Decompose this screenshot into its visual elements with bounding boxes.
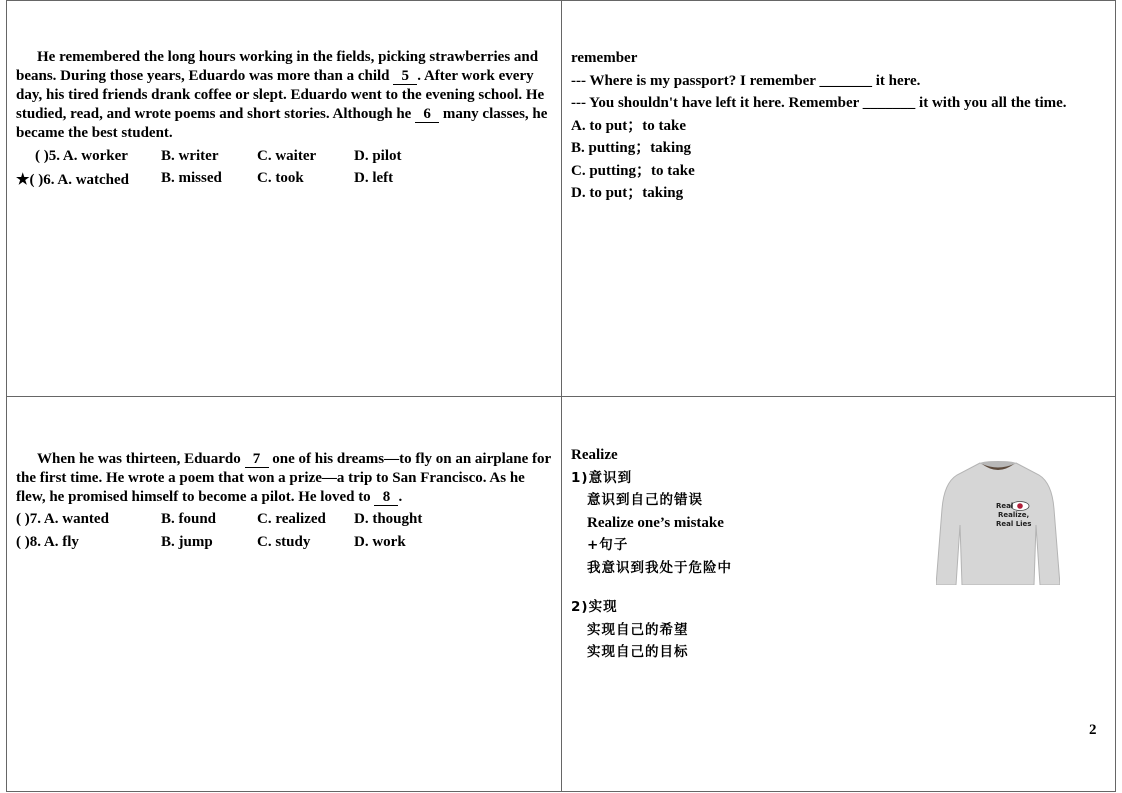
q6-option-d: D. left [354,170,394,186]
realize-title: Realize [571,447,618,463]
realize-panel [571,444,732,664]
passage-1-text-b: . After work every day, his tired friends drank coffee or slept. Eduardo went to the evening school. He studied, read, and wrote poems and short stories. Although he [16,68,545,122]
q6-num-option-a: ★( )6. A. watched [16,172,130,188]
shirt-text-1: Real [996,502,1014,510]
meaning-1-example-1: 意识到自己的错误 [587,492,703,508]
q5-option-c: C. waiter [257,148,317,164]
q8-num-option-a: ( )8. A. fly [16,534,79,550]
remember-line-1: --- Where is my passport? I remember _______ it here. [571,72,921,89]
passage-2-text-b: one of his dreams—to fly on an airplane for the first time. He wrote a poem that won a prize—a trip to San Francisco. As he flew, he promised himself to become a pilot. He loved to [16,451,551,505]
q5-option-b: B. writer [161,148,219,164]
page-number: 2 [1089,722,1097,738]
passage-2 [16,450,552,507]
remember-option-c: C. putting；to take [571,162,695,179]
passage-1-text-c: many classes, he became the best student. [16,106,548,141]
q6-option-b: B. missed [161,170,222,186]
meaning-2: 2)实现 [571,599,618,615]
q7-num-option-a: ( )7. A. wanted [16,511,109,527]
blank-7: 7 [245,452,269,468]
passage-1 [16,48,552,143]
tshirt-image [936,461,1060,585]
remember-option-b: B. putting；taking [571,140,692,156]
horizontal-divider [6,396,1116,397]
q7-option-d: D. thought [354,511,423,527]
meaning-1: 1)意识到 [571,469,633,486]
remember-option-d: D. to put；taking [571,185,684,201]
remember-line-2: --- You shouldn't have left it here. Remember _______ it with you all the time. [571,95,1067,111]
meaning-1-example-3: +句子 [587,537,629,553]
q8-option-c: C. study [257,534,311,550]
q8-option-b: B. jump [161,534,213,550]
remember-title: remember [571,50,638,66]
q7-option-c: C. realized [257,511,326,527]
meaning-1-example-2: Realize one’s mistake [587,514,724,531]
remember-panel [571,47,1067,205]
meaning-2-example-1: 实现自己的希望 [587,621,689,638]
passage-1-text-a: He remembered the long hours working in the fields, picking strawberries and beans. During those years, Eduardo was more than a child [16,49,539,84]
passage-2-text-a: When he was thirteen, Eduardo [37,451,245,467]
q5-option-d: D. pilot [354,148,402,164]
blank-8: 8 [374,490,398,506]
shirt-text-3: Real Lies [996,520,1032,528]
blank-6: 6 [415,107,439,123]
meaning-1-example-4: 我意识到我处于危险中 [587,559,732,576]
q6-option-c: C. took [257,170,304,186]
meaning-2-example-2: 实现自己的目标 [587,644,689,660]
q8-option-d: D. work [354,534,406,550]
passage-2-text-c: . [398,489,403,505]
remember-option-a: A. to put；to take [571,117,686,134]
shirt-text-2: Realize, [998,511,1030,519]
q7-option-b: B. found [161,511,217,527]
q5-num-option-a: ( )5. A. worker [35,148,128,164]
blank-5: 5 [393,69,417,85]
